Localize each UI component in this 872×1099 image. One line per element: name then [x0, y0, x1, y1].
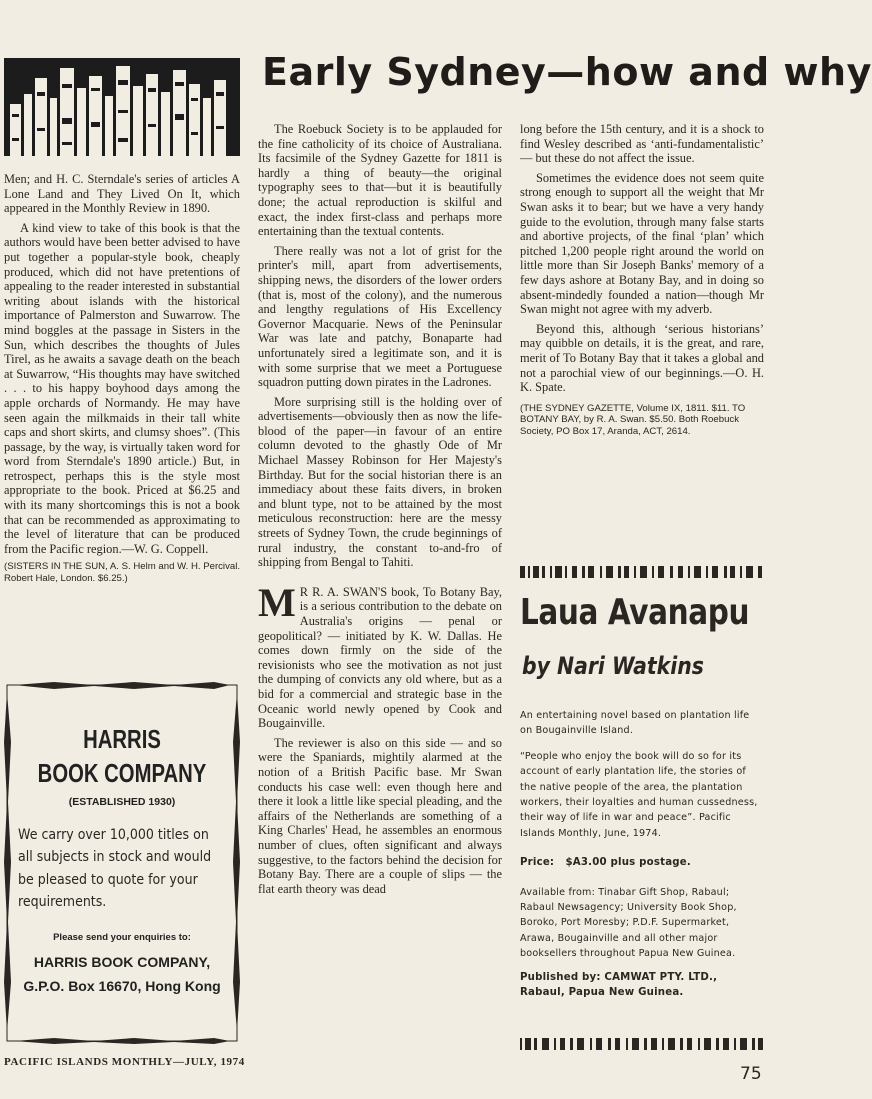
harris-book-company-ad	[4, 682, 240, 1044]
page-footer: PACIFIC ISLANDS MONTHLY—JULY, 1974	[4, 1056, 245, 1068]
book-reference: (SISTERS IN THE SUN, A. S. Helm and W. H. Percival. Robert Hale, London. $6.25.)	[4, 561, 240, 585]
ad-company-line: HARRIS BOOK COMPANY,	[33, 954, 211, 970]
book-reference: (THE SYDNEY GAZETTE, Volume IX, 1811. $11. TO BOTANY BAY, by R. A. Swan. $5.50. Both Roebuck Society, PO Box 17, Aranda, ACT, 2614.	[520, 402, 746, 437]
bookshelf-icon	[4, 58, 240, 162]
paragraph: long before the 15th century, and it is a shock to find Wesley described as ‘anti-fundamentalistic’ — but these do not affect the issue.	[520, 122, 764, 166]
paragraph-text: R R. A. SWAN'S book, To Botany Bay, is a serious contribution to the debate on Australia's origins — penal or geopolitical? — initiated by K. W. Dallas. He comes down firmly on the side of the revisionists who see the motivation as not just the dumping of convicts any old where, but as a bid for a commercial and strategic base in the Oceanic world newly opened by Cook and Bougainville.	[258, 584, 502, 731]
column-1	[4, 172, 240, 585]
article-title: Early Sydney—how and why	[262, 50, 872, 94]
ad-address: G.P.O. Box 16670, Hong Kong	[23, 978, 221, 994]
ad-publisher: Published by: CAMWAT PTY. LTD.,	[520, 971, 718, 983]
ad-blurb: An entertaining novel based on plantation life on Bougainville Island.	[520, 710, 750, 737]
bookshelf-logo	[4, 58, 240, 162]
ad-available: Available from: Tinabar Gift Shop, Rabaul; Rabaul Newsagency; University Book Shop, Boroko, Port Moresby; P.D.F. Supermarket, Arawa, Bougainville and all other major booksellers throughout Papua New Guinea.	[520, 886, 737, 960]
paragraph: Men; and H. C. Sterndale's series of articles A Lone Land and They Lived On It, which appeared in the Monthly Review in 1890.	[4, 172, 240, 216]
price-label: Price:	[520, 857, 555, 869]
column-3	[520, 122, 764, 437]
paragraph: The reviewer is also on this side — and so were the Spaniards, mightily alarmed at the notion of a British Pacific base. Mr Swan conducts his case well: even though here and there it look a little like special pleading, and the affairs of the Netherlands are something of a King Charles' Head, he assembles an enormous number of clues, often significant and always suggestive, to the factors behind the decision for Botany Bay. There are a couple of slips — the flat earth theory was dead	[258, 735, 502, 896]
ad-enquiry: Please send your enquiries to:	[53, 932, 191, 943]
page-number: 75	[740, 1064, 762, 1084]
ad-company-name-2: BOOK COMPANY	[37, 758, 207, 788]
drop-cap: M	[258, 579, 296, 625]
bookshelf-divider-icon	[520, 1038, 764, 1050]
laua-avanapu-title: Laua Avanapu	[520, 592, 750, 633]
paragraph-swan	[258, 579, 502, 731]
ad-publisher-address: Rabaul, Papua New Guinea.	[520, 987, 684, 999]
ad-quote: “People who enjoy the book will do so for its account of early plantation life, the stories of the native people of the area, the plantation workers, their loyalties and human cussedness, their way of life in war and peace”. Pacific Islands Monthly, June, 1974.	[520, 750, 758, 839]
price-value: $A3.00 plus postage.	[565, 857, 691, 869]
ad-price	[520, 855, 764, 870]
paragraph: The Roebuck Society is to be applauded for the fine catholicity of its choice of Australiana. Its facsimile of the Sydney Gazette for 1811 is hardly a thing of beauty—the original typography sees to that—but it is beautifully done; the actual reproduction is skilful and exact, the index first-class and perhaps more entertaining than the textual contents.	[258, 122, 502, 239]
ad-established: (ESTABLISHED 1930)	[68, 796, 176, 808]
paragraph: Beyond this, although ‘serious historians’ may quibble on details, it is the great, and rare, merit of To Botany Bay that it takes a global and not a parochial view of our beginnings.—O. H. K. Spate.	[520, 321, 764, 395]
paragraph: There really was not a lot of grist for the printer's mill, apart from advertisements, shipping news, the disorders of the lower orders (that is, most of the colony), and the numerous and lengthy regulations of His Excellency Governor Macquarie. News of the Peninsular War was late and patchy, Bonaparte had unfortunately sired a legitimate son, and it is with some surprise that we meet a Portuguese squadron putting down pirates in the Ladrones.	[258, 243, 502, 390]
column-2	[258, 122, 502, 901]
paragraph: More surprising still is the holding over of advertisements—obviously then as now the life-blood of the paper—in favour of an entire column devoted to the ghastly Ode of Mr Michael Massey Robinson for Her Majesty's Birthday. But for the social historian there is an immediacy about these faits divers, in broken and blunt type, not to be attained by the most meticulous reconstruction: here are the messy streets of Sydney Town, the crude beginnings of rural industry, the constant to-and-fro of shipping from Bengal to Tahiti.	[258, 394, 502, 570]
laua-avanapu-byline: by Nari Watkins	[522, 652, 704, 680]
ad-company-name: HARRIS	[83, 724, 161, 754]
paragraph: Sometimes the evidence does not seem quite strong enough to support all the weight that Mr Swan asks it to bear; but we have a very handy guide to the evolution, through many false starts and abortive projects, of the final ‘plan’ which pitched 1,200 people right around the world on little more than Sir Joseph Banks' memory of a few days ashore at Botany Bay, and in doing so absent-mindedly founded a nation—though Mr Swan might not agree with my adverb.	[520, 170, 764, 317]
paragraph: A kind view to take of this book is that the authors would have been better advised to have put together a popular-style book, cheaply produced, which did not have pretentions of appealing to the reader interested in substantial writing about islands with the historical importance of Palmerston and Suwarrow. The mind boggles at the passage in Sisters in the Sun, which describes the thoughts of Jules Tirel, as he awaits a savage death on the beach at Suwarrow, “His thoughts may have switched . . . to his happy boyhood days among the apple orchards of Normandy. He may have seen again the milkmaids in their tall white caps and short skirts, and clumsy shoes”. (This passage, by the way, is virtually taken word for word from Sterndale's 1890 article.) But, in retrospect, perhaps this is the style most appropriate to the book. Priced at $6.25 and with its many shortcomings this is not a book that can be recommended as approximating to the level of literature that can be produced from the Pacific region.—W. G. Coppell.	[4, 220, 240, 556]
ad-body: We carry over 10,000 titles on all subjects in stock and would be pleased to quote for your requirements.	[18, 827, 212, 911]
laua-ad-body	[520, 708, 764, 1001]
bookshelf-divider-icon	[520, 566, 764, 578]
